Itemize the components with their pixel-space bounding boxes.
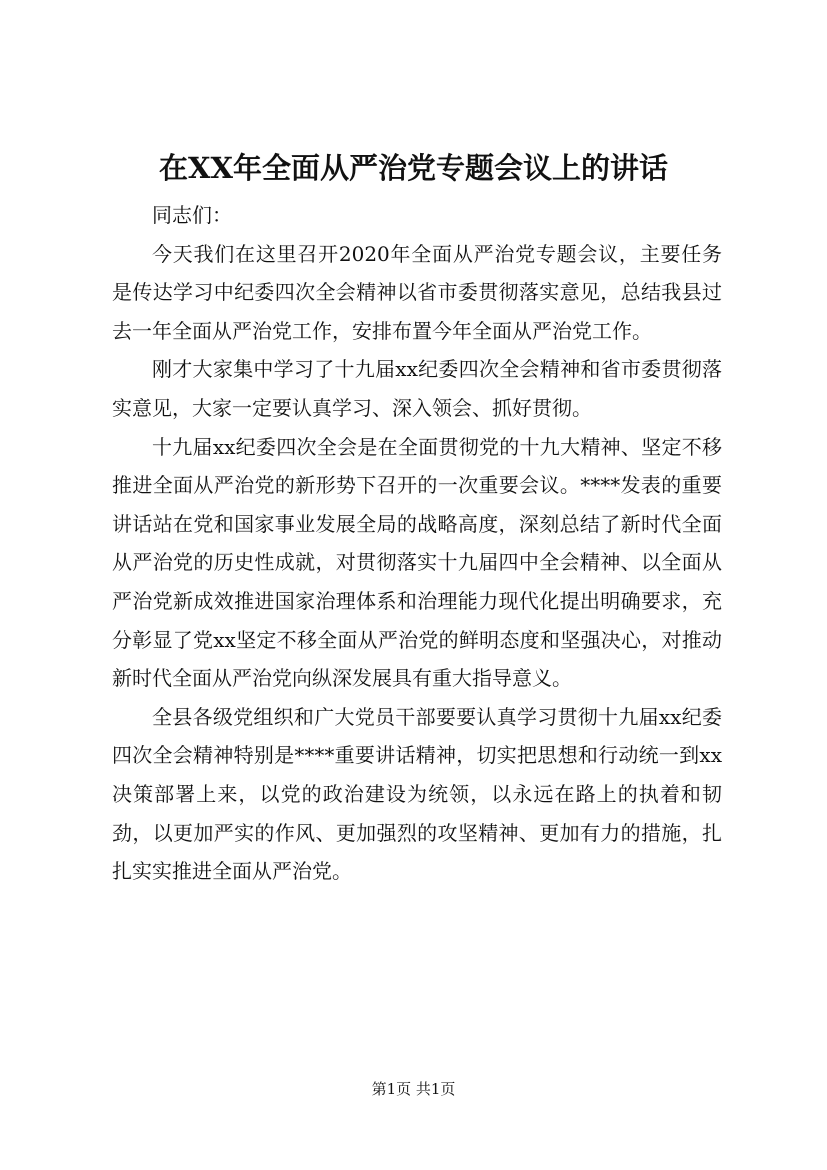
salutation: 同志们： <box>152 203 232 227</box>
paragraph-2: 刚才大家集中学习了十九届xx纪委四次全会精神和省市委贯彻落实意见，大家一定要认真学习、深入领会、抓好贯彻。 <box>112 357 722 420</box>
paragraph-3: 十九届xx纪委四次全会是在全面贯彻党的十九大精神、坚定不移推进全面从严治党的新形势下召开的一次重要会议。****发表的重要讲话站在党和国家事业发展全局的战略高度，深刻总结了新时代全面从严治党的历史性成就，对贯彻落实十九届四中全会精神、以全面从严治党新成效推进国家治理体系和治理能力现代化提出明确要求，充分彰显了党xx坚定不移全面从严治党的鲜明态度和坚强决心，对推动新时代全面从严治党向纵深发展具有重大指导意义。 <box>112 434 722 691</box>
paragraph-1: 今天我们在这里召开2020年全面从严治党专题会议，主要任务是传达学习中纪委四次全会精神以省市委贯彻落实意见，总结我县过去一年全面从严治党工作，安排布置今年全面从严治党工作。 <box>112 241 722 343</box>
document-body <box>112 196 722 891</box>
page-number-footer: 第1页 共1页 <box>371 1080 456 1098</box>
paragraph-4: 全县各级党组织和广大党员干部要要认真学习贯彻十九届xx纪委四次全会精神特别是****重要讲话精神，切实把思想和行动统一到xx决策部署上来，以党的政治建设为统领，以永远在路上的执着和韧劲，以更加严实的作风、更加强烈的攻坚精神、更加有力的措施，扎扎实实推进全面从严治党。 <box>112 704 722 884</box>
document-title: 在XX年全面从严治党专题会议上的讲话 <box>158 151 668 185</box>
